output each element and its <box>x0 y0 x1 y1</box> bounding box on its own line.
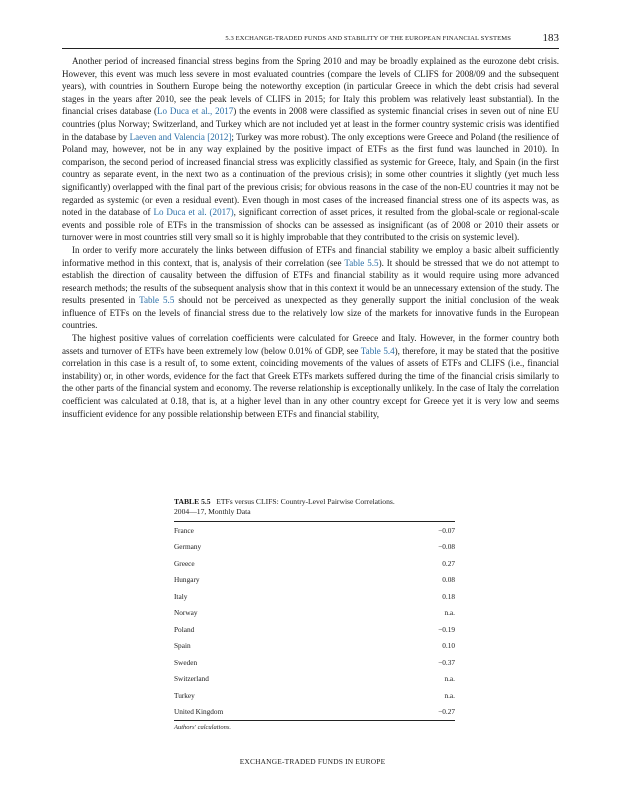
text-run: ). It should be stressed that we do not attempt to establish the direction of causality between the diffusion of ETFs and financial stability as it would require using more advanced research methods; the results of the subsequent analysis show that in this context it would be an unnecessary extension of the study. The results presented in <box>62 257 559 306</box>
text-run: , significant correction of asset prices, it resulted from the global-scale or regional-scale events and possible role of ETFs in the transmission of shocks can be assessed as insignificant (as of 2008 or 2010 their assets or turnover were in most countries still very small so it is highly improbable that they contributed to the crisis on systemic level). <box>62 207 560 243</box>
table-row <box>174 539 455 556</box>
citation-link[interactable]: Table 5.5 <box>139 295 175 306</box>
country-cell: United Kingdom <box>174 707 224 717</box>
country-cell: Spain <box>174 641 191 651</box>
table-source: Authors' calculations. <box>174 724 231 731</box>
body-text <box>62 55 559 420</box>
correlation-cell: −0.37 <box>438 657 455 667</box>
citation-link[interactable]: Lo Duca et al., 2017 <box>157 106 234 117</box>
correlation-cell: 0.10 <box>442 641 455 651</box>
table-row <box>174 572 455 589</box>
table-row <box>174 671 455 688</box>
country-cell: Turkey <box>174 690 195 700</box>
text-run: In order to verify more accurately the links between diffusion of ETFs and financial stability we employ a basic albeit sufficiently informative method in this context, that is, analysis of their correlation (see <box>62 244 559 268</box>
text-run: should not be perceived as unexpected as they generally support the initial conclusion of the weak influence of ETFs on the levels of financial stress due to the relatively low size of the markets for innovative funds in the European countries. <box>62 295 559 331</box>
text-run: ; Turkey was more robust). The only exceptions were Greece and Poland (the resilience of Poland may, however, not be in any way explained by the positive impact of ETFs as the first fund was launched in 2010). In comparison, the second period of increased financial stress was explicitly classified as systemic for Greece, Italy, and Spain (in the first country as separate event, in the next two as a continuation of the previous crisis); in some other countries it slightly (yet much less significantly) overlapped with the final part of the previous crisis; for obvious reasons in the case of the non-EU countries it may not be regarded as systemic (or even a residual event). Even though in most cases of the increased financial stress one of its aspects was, as noted in the database of <box>62 131 560 218</box>
correlation-cell: −0.19 <box>438 624 455 634</box>
paragraph <box>62 332 559 420</box>
correlation-cell: 0.18 <box>442 591 455 601</box>
table-title: ETFs versus CLIFS: Country-Level Pairwise Correlations. <box>216 497 395 506</box>
table-caption <box>174 497 455 522</box>
table-row <box>174 588 455 605</box>
country-cell: France <box>174 525 194 535</box>
citation-link[interactable]: Table 5.4 <box>360 345 395 356</box>
table-subtitle: 2004—17, Monthly Data <box>174 507 251 516</box>
table-row <box>174 704 455 721</box>
running-header <box>62 30 559 49</box>
correlation-cell: −0.08 <box>438 542 455 552</box>
table-row <box>174 638 455 655</box>
table-label: TABLE 5.5 <box>174 497 211 506</box>
country-cell: Hungary <box>174 575 200 585</box>
country-cell: Germany <box>174 542 202 552</box>
paragraph <box>62 55 559 244</box>
country-cell: Sweden <box>174 657 198 667</box>
page-number: 183 <box>542 32 559 44</box>
correlation-cell: −0.07 <box>438 525 455 535</box>
text-run: ), therefore, it may be stated that the positive correlation in this case is a result of, to some extent, coinciding movements of the values of assets of ETFs and CLIFS (i.e., financial instability) or, in other words, evidence for the fact that Greek ETFs markets suffered during the time of the financial crisis similarly to the other parts of the financial system and economy. The reverse relationship is exceptionally unlikely. In the case of Italy the correlation coefficient was calculated at 0.18, that is, at a higher level than in any other country except for Greece yet it is very low and seems insufficient evidence for any possible relationship between ETFs and financial stability, <box>62 345 559 419</box>
table-row <box>174 687 455 704</box>
running-header-title: 5.3 EXCHANGE-TRADED FUNDS AND STABILITY OF THE EUROPEAN FINANCIAL SYSTEMS <box>225 35 511 42</box>
country-cell: Norway <box>174 608 198 618</box>
citation-link[interactable]: Lo Duca et al. (2017) <box>153 207 234 218</box>
correlation-cell: n.a. <box>444 690 455 700</box>
citation-link[interactable]: Laeven and Valencia [2012] <box>129 131 232 142</box>
country-cell: Switzerland <box>174 674 209 684</box>
text-run: Another period of increased financial stress begins from the Spring 2010 and may be broadly explained as the eurozone debt crisis. However, this event was much less severe in most evaluated countries (compare the levels of CLIFS for 2008/09 and the subsequent years), with countries in Southern Europe being the noteworthy exception (in particular Greece in which the debt crisis had several stages in the years after 2010, see the peak levels of CLIFS in 2015; for Italy this problem was relatively least substantial). In the financial crises database ( <box>62 56 559 117</box>
table-row <box>174 654 455 671</box>
text-run: The highest positive values of correlation coefficients were calculated for Greece and Italy. However, in the former country both assets and turnover of ETFs have been extremely low (below 0.01% of GDP, see <box>62 333 559 356</box>
text-run: ) the events in 2008 were classified as systemic financial crises in seven out of nine EU countries (plus Norway; Switzerland, and Turkey which are not included yet at least in the former country systemic crisis was identified in the database by <box>62 106 559 142</box>
citation-link[interactable]: Table 5.5 <box>344 257 379 268</box>
table-row <box>174 621 455 638</box>
running-footer: EXCHANGE-TRADED FUNDS IN EUROPE <box>239 757 386 766</box>
table-row <box>174 555 455 572</box>
correlation-cell: n.a. <box>444 608 455 618</box>
country-cell: Greece <box>174 558 195 568</box>
table-5-5 <box>174 497 455 731</box>
table-row <box>174 522 455 539</box>
correlation-cell: n.a. <box>444 674 455 684</box>
table-row <box>174 605 455 622</box>
country-cell: Italy <box>174 591 188 601</box>
table-rows <box>174 522 455 721</box>
correlation-cell: 0.08 <box>442 575 455 585</box>
paragraph <box>62 244 559 332</box>
correlation-cell: −0.27 <box>438 707 455 717</box>
country-cell: Poland <box>174 624 195 634</box>
correlation-cell: 0.27 <box>442 558 455 568</box>
